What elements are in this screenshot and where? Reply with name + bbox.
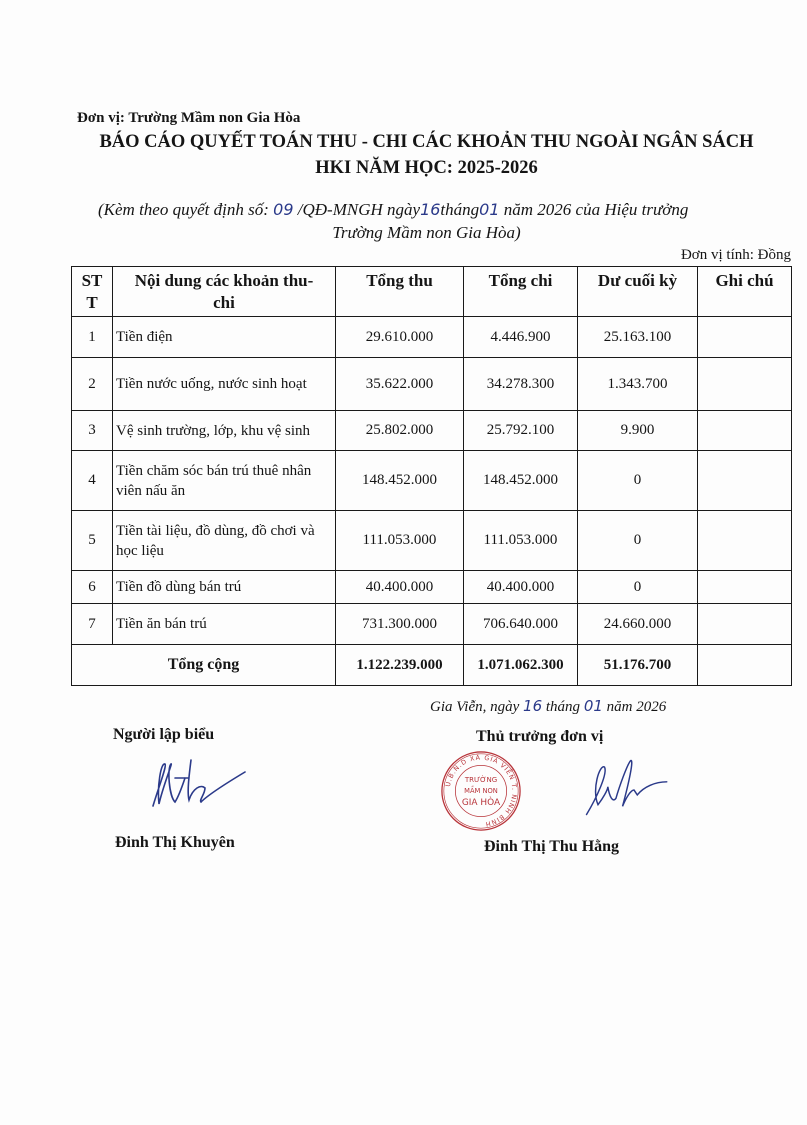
table-header-row bbox=[72, 267, 792, 317]
row-note bbox=[698, 411, 792, 451]
decision-day: 16 bbox=[420, 200, 441, 219]
row-income: 25.802.000 bbox=[336, 411, 464, 451]
report-table bbox=[71, 266, 792, 686]
table-row bbox=[72, 571, 792, 604]
row-name: Tiền điện bbox=[113, 317, 336, 358]
row-balance: 1.343.700 bbox=[578, 358, 698, 411]
row-expense: 25.792.100 bbox=[464, 411, 578, 451]
row-name: Tiền chăm sóc bán trú thuê nhân viên nấu ăn bbox=[113, 451, 336, 511]
row-name: Tiền ăn bán trú bbox=[113, 604, 336, 645]
row-balance: 0 bbox=[578, 451, 698, 511]
total-row bbox=[72, 645, 792, 686]
stamp-ring-text: U.B.N.D XÃ GIA VIỄN T. NINH BÌNH bbox=[443, 753, 519, 829]
report-subtitle-school-year: HKI NĂM HỌC: 2025-2026 bbox=[315, 158, 538, 178]
date-text-3: năm 2026 bbox=[602, 699, 667, 715]
table-row bbox=[72, 511, 792, 571]
row-balance: 25.163.100 bbox=[578, 317, 698, 358]
decision-month: 01 bbox=[479, 200, 500, 219]
row-balance: 0 bbox=[578, 511, 698, 571]
decision-number: 09 bbox=[273, 200, 294, 219]
decision-text-4: năm 2026 của Hiệu trưởng bbox=[499, 200, 689, 219]
col-header-total-expense: Tổng chi bbox=[464, 267, 578, 317]
row-balance: 9.900 bbox=[578, 411, 698, 451]
head-signature bbox=[580, 752, 670, 828]
preparer-signature bbox=[145, 756, 255, 811]
row-balance: 24.660.000 bbox=[578, 604, 698, 645]
official-stamp bbox=[440, 750, 522, 832]
row-stt: 5 bbox=[72, 511, 113, 571]
date-month: 01 bbox=[583, 697, 603, 715]
col-header-note: Ghi chú bbox=[698, 267, 792, 317]
row-expense: 40.400.000 bbox=[464, 571, 578, 604]
row-income: 731.300.000 bbox=[336, 604, 464, 645]
signature-stroke bbox=[587, 760, 667, 814]
place-date-line bbox=[430, 695, 666, 717]
row-note bbox=[698, 317, 792, 358]
row-name: Tiền đồ dùng bán trú bbox=[113, 571, 336, 604]
total-label: Tổng cộng bbox=[72, 645, 336, 686]
row-balance: 0 bbox=[578, 571, 698, 604]
total-income: 1.122.239.000 bbox=[336, 645, 464, 686]
table-row bbox=[72, 604, 792, 645]
row-stt: 1 bbox=[72, 317, 113, 358]
unit-line: Đơn vị: Trường Mầm non Gia Hòa bbox=[77, 110, 301, 126]
col-header-stt bbox=[72, 267, 113, 317]
total-note bbox=[698, 645, 792, 686]
row-expense: 148.452.000 bbox=[464, 451, 578, 511]
stamp-center-line3: GIA HÒA bbox=[461, 798, 501, 809]
row-note bbox=[698, 451, 792, 511]
table-row bbox=[72, 411, 792, 451]
decision-text-3: tháng bbox=[440, 200, 480, 219]
stamp-center-line1: TRƯỜNG bbox=[464, 775, 498, 785]
row-name: Tiền nước uống, nước sinh hoạt bbox=[113, 358, 336, 411]
content-header-line2: chi bbox=[213, 293, 235, 312]
row-note bbox=[698, 358, 792, 411]
preparer-title: Người lập biểu bbox=[113, 726, 215, 743]
col-header-balance: Dư cuối kỳ bbox=[578, 267, 698, 317]
row-stt: 4 bbox=[72, 451, 113, 511]
signature-stroke bbox=[153, 760, 245, 806]
row-income: 40.400.000 bbox=[336, 571, 464, 604]
decision-text-2: /QĐ-MNGH ngày bbox=[293, 200, 421, 219]
decision-reference-line2: Trường Mầm non Gia Hòa) bbox=[332, 223, 521, 242]
table-row bbox=[72, 358, 792, 411]
date-text-2: tháng bbox=[542, 699, 584, 715]
row-note bbox=[698, 511, 792, 571]
report-title: BÁO CÁO QUYẾT TOÁN THU - CHI CÁC KHOẢN THU NGOÀI NGÂN SÁCH bbox=[99, 132, 754, 152]
row-expense: 706.640.000 bbox=[464, 604, 578, 645]
row-stt: 6 bbox=[72, 571, 113, 604]
col-header-content bbox=[113, 267, 336, 317]
col-header-total-income: Tổng thu bbox=[336, 267, 464, 317]
row-income: 111.053.000 bbox=[336, 511, 464, 571]
head-name: Đinh Thị Thu Hằng bbox=[484, 838, 620, 855]
table-row bbox=[72, 451, 792, 511]
row-stt: 7 bbox=[72, 604, 113, 645]
total-expense: 1.071.062.300 bbox=[464, 645, 578, 686]
stt-header-line2: T bbox=[86, 293, 98, 312]
row-expense: 111.053.000 bbox=[464, 511, 578, 571]
row-expense: 34.278.300 bbox=[464, 358, 578, 411]
preparer-name: Đinh Thị Khuyên bbox=[115, 834, 235, 851]
row-name: Vệ sinh trường, lớp, khu vệ sinh bbox=[113, 411, 336, 451]
date-day: 16 bbox=[523, 697, 543, 715]
decision-text-1: (Kèm theo quyết định số: bbox=[98, 200, 274, 219]
stamp-center-line2: MẦM NON bbox=[464, 786, 498, 795]
currency-unit: Đơn vị tính: Đồng bbox=[680, 247, 791, 263]
row-income: 148.452.000 bbox=[336, 451, 464, 511]
content-header-line1: Nội dung các khoản thu- bbox=[134, 271, 314, 290]
head-title: Thủ trưởng đơn vị bbox=[476, 728, 604, 745]
total-balance: 51.176.700 bbox=[578, 645, 698, 686]
date-text-1: Gia Viễn, ngày bbox=[430, 699, 524, 715]
row-note bbox=[698, 571, 792, 604]
row-name: Tiền tài liệu, đồ dùng, đồ chơi và học liệu bbox=[113, 511, 336, 571]
stt-header-line1: ST bbox=[81, 271, 103, 290]
decision-reference bbox=[98, 198, 688, 222]
row-stt: 2 bbox=[72, 358, 113, 411]
row-stt: 3 bbox=[72, 411, 113, 451]
table-row bbox=[72, 317, 792, 358]
row-income: 29.610.000 bbox=[336, 317, 464, 358]
row-income: 35.622.000 bbox=[336, 358, 464, 411]
row-expense: 4.446.900 bbox=[464, 317, 578, 358]
row-note bbox=[698, 604, 792, 645]
